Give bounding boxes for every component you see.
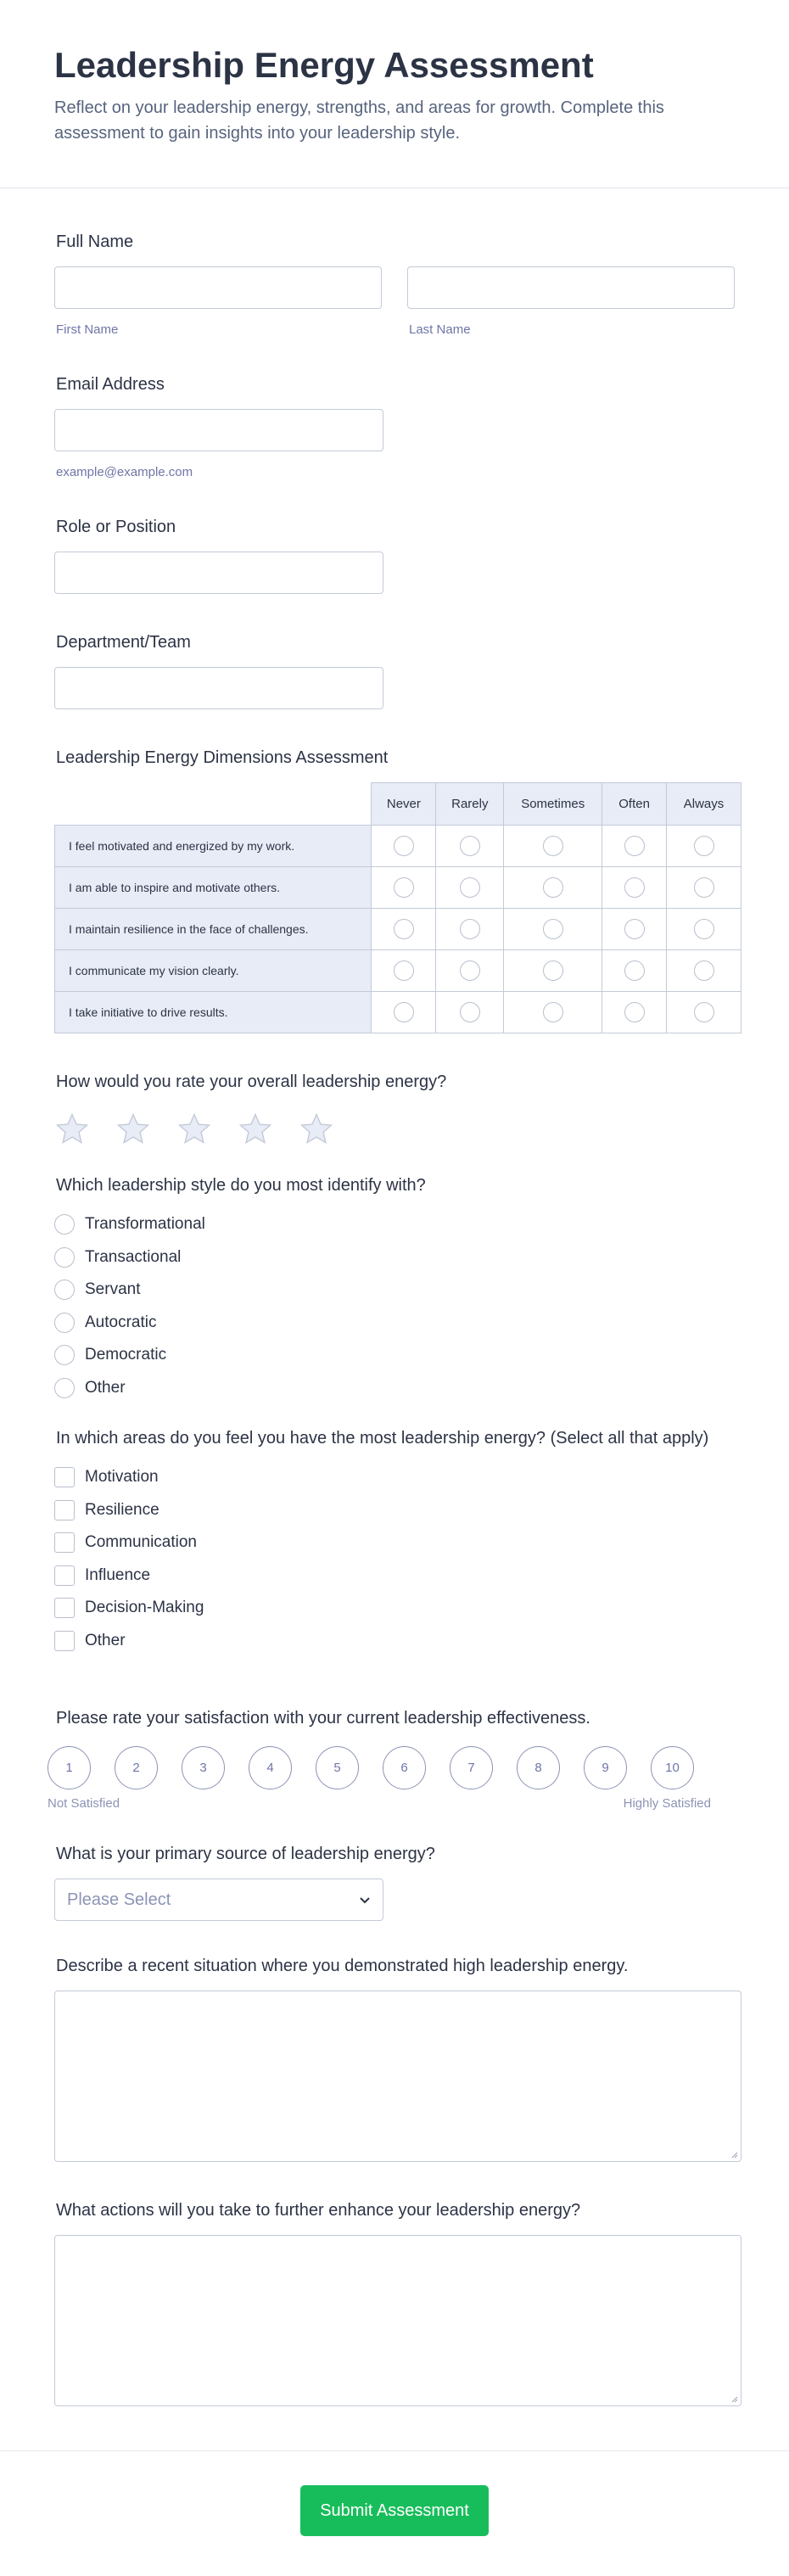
area-option[interactable] (54, 1625, 735, 1658)
radio-button[interactable] (54, 1378, 75, 1398)
matrix-question (54, 747, 735, 1071)
matrix-col-header: Always (667, 783, 741, 826)
star-icon[interactable] (176, 1112, 212, 1147)
matrix-col-header: Often (602, 783, 667, 826)
area-option[interactable] (54, 1526, 735, 1560)
matrix-label: Leadership Energy Dimensions Assessment (56, 748, 389, 767)
matrix-radio[interactable] (460, 877, 480, 898)
option-label: Transformational (85, 1215, 205, 1234)
email-input[interactable] (54, 409, 383, 451)
source-question (54, 1843, 735, 1955)
matrix-radio[interactable] (394, 877, 414, 898)
radio-button[interactable] (54, 1313, 75, 1333)
email-sublabel: example@example.com (56, 465, 193, 479)
email-question (54, 373, 735, 516)
option-label: Resilience (85, 1500, 159, 1519)
matrix-radio[interactable] (624, 877, 645, 898)
resize-grip-icon[interactable] (730, 2394, 738, 2403)
form-content (0, 188, 789, 2406)
situation-question (54, 1955, 735, 2199)
scale-option[interactable]: 8 (517, 1746, 560, 1789)
style-option[interactable] (54, 1208, 735, 1241)
checkbox[interactable] (54, 1467, 75, 1487)
matrix-radio[interactable] (543, 960, 563, 981)
matrix-row-label: I maintain resilience in the face of challenges. (55, 909, 372, 950)
star-icon[interactable] (299, 1112, 334, 1147)
option-label: Communication (85, 1533, 197, 1552)
actions-label: What actions will you take to further enhance your leadership energy? (56, 2201, 581, 2220)
role-input[interactable] (54, 552, 383, 594)
matrix-row-label: I feel motivated and energized by my work. (55, 826, 372, 867)
scale-option[interactable]: 1 (48, 1746, 91, 1789)
department-label: Department/Team (56, 633, 191, 652)
source-select[interactable] (54, 1879, 383, 1921)
email-label: Email Address (56, 375, 165, 394)
satisfaction-scale (48, 1746, 735, 1789)
matrix-radio[interactable] (460, 960, 480, 981)
matrix-radio[interactable] (543, 877, 563, 898)
matrix-radio[interactable] (694, 960, 714, 981)
matrix-row-label: I communicate my vision clearly. (55, 950, 372, 992)
star-icon[interactable] (115, 1112, 151, 1147)
first-name-input[interactable] (54, 266, 382, 309)
form-footer (0, 2450, 789, 2576)
rating-question (54, 1071, 735, 1174)
matrix-radio[interactable] (394, 1002, 414, 1022)
matrix-radio[interactable] (543, 1002, 563, 1022)
role-question (54, 516, 735, 631)
scale-option[interactable]: 2 (115, 1746, 158, 1789)
checkbox[interactable] (54, 1565, 75, 1586)
style-option[interactable] (54, 1372, 735, 1405)
matrix-radio[interactable] (694, 919, 714, 939)
checkbox[interactable] (54, 1532, 75, 1553)
matrix-radio[interactable] (460, 1002, 480, 1022)
matrix-row (55, 826, 741, 867)
matrix-radio[interactable] (624, 836, 645, 856)
matrix-row (55, 909, 741, 950)
radio-button[interactable] (54, 1280, 75, 1300)
star-icon[interactable] (238, 1112, 273, 1147)
page-title: Leadership Energy Assessment (54, 45, 594, 85)
last-name-sublabel: Last Name (409, 322, 471, 337)
matrix-row-label: I take initiative to drive results. (55, 992, 372, 1033)
matrix-radio[interactable] (694, 1002, 714, 1022)
select-placeholder: Please Select (67, 1890, 171, 1909)
resize-grip-icon[interactable] (730, 2150, 738, 2159)
matrix-col-header: Sometimes (504, 783, 602, 826)
full-name-question (54, 231, 735, 373)
matrix-table (54, 782, 741, 1033)
scale-option[interactable]: 4 (249, 1746, 292, 1789)
radio-button[interactable] (54, 1214, 75, 1235)
matrix-radio[interactable] (624, 919, 645, 939)
matrix-row (55, 950, 741, 992)
matrix-col-header: Never (372, 783, 436, 826)
matrix-radio[interactable] (394, 919, 414, 939)
style-question (54, 1174, 735, 1427)
areas-label: In which areas do you feel you have the most leadership energy? (Select all that apply) (56, 1429, 709, 1448)
matrix-radio[interactable] (394, 960, 414, 981)
matrix-radio[interactable] (460, 919, 480, 939)
option-label: Other (85, 1378, 126, 1397)
checkbox[interactable] (54, 1598, 75, 1618)
matrix-radio[interactable] (394, 836, 414, 856)
matrix-row (55, 992, 741, 1033)
style-option[interactable] (54, 1241, 735, 1274)
star-icon[interactable] (54, 1112, 90, 1147)
actions-question (54, 2199, 735, 2406)
situation-label: Describe a recent situation where you demonstrated high leadership energy. (56, 1957, 629, 1975)
satisfaction-label: Please rate your satisfaction with your current leadership effectiveness. (56, 1709, 590, 1728)
role-label: Role or Position (56, 518, 176, 536)
scale-option[interactable]: 3 (182, 1746, 225, 1789)
scale-option[interactable]: 10 (651, 1746, 694, 1789)
scale-low-label: Not Satisfied (48, 1796, 120, 1811)
scale-option[interactable]: 9 (584, 1746, 627, 1789)
matrix-row (55, 867, 741, 909)
option-label: Servant (85, 1280, 141, 1299)
area-option[interactable] (54, 1494, 735, 1527)
scale-high-label: Highly Satisfied (623, 1796, 711, 1811)
matrix-radio[interactable] (460, 836, 480, 856)
first-name-sublabel: First Name (56, 322, 119, 337)
area-option[interactable] (54, 1461, 735, 1494)
situation-textarea[interactable] (54, 1991, 741, 2162)
style-option[interactable] (54, 1274, 735, 1307)
matrix-radio[interactable] (624, 960, 645, 981)
actions-textarea[interactable] (54, 2235, 741, 2406)
radio-button[interactable] (54, 1247, 75, 1268)
matrix-radio[interactable] (694, 877, 714, 898)
area-option[interactable] (54, 1560, 735, 1593)
department-question (54, 631, 735, 747)
matrix-row-label: I am able to inspire and motivate others. (55, 867, 372, 909)
area-option[interactable] (54, 1592, 735, 1625)
scale-option[interactable]: 5 (316, 1746, 359, 1789)
scale-option[interactable]: 7 (450, 1746, 493, 1789)
submit-button[interactable]: Submit Assessment (300, 2485, 489, 2536)
checkbox[interactable] (54, 1631, 75, 1651)
star-rating (54, 1112, 735, 1147)
option-label: Influence (85, 1565, 151, 1584)
option-label: Other (85, 1631, 126, 1649)
full-name-label: Full Name (56, 232, 134, 251)
matrix-corner (55, 783, 372, 826)
department-input[interactable] (54, 667, 383, 709)
option-label: Transactional (85, 1247, 182, 1266)
style-option[interactable] (54, 1307, 735, 1340)
chevron-down-icon (359, 1894, 371, 1906)
scale-option[interactable]: 6 (383, 1746, 426, 1789)
matrix-col-header: Rarely (436, 783, 504, 826)
areas-question (54, 1427, 735, 1707)
style-label: Which leadership style do you most identify with? (56, 1176, 426, 1195)
satisfaction-question (48, 1707, 735, 1843)
matrix-radio[interactable] (543, 836, 563, 856)
matrix-radio[interactable] (694, 836, 714, 856)
checkbox[interactable] (54, 1500, 75, 1520)
source-label: What is your primary source of leadership energy? (56, 1845, 435, 1863)
rating-label: How would you rate your overall leadership energy? (56, 1072, 447, 1091)
form-header (0, 0, 789, 188)
style-option[interactable] (54, 1339, 735, 1372)
matrix-radio[interactable] (543, 919, 563, 939)
page-subtitle: Reflect on your leadership energy, strengths, and areas for growth. Complete this assessment to gain insights into your leadership style. (54, 98, 664, 143)
option-label: Motivation (85, 1468, 159, 1487)
last-name-input[interactable] (407, 266, 735, 309)
radio-button[interactable] (54, 1345, 75, 1365)
option-label: Democratic (85, 1346, 167, 1364)
matrix-radio[interactable] (624, 1002, 645, 1022)
option-label: Decision-Making (85, 1599, 204, 1617)
option-label: Autocratic (85, 1313, 157, 1331)
